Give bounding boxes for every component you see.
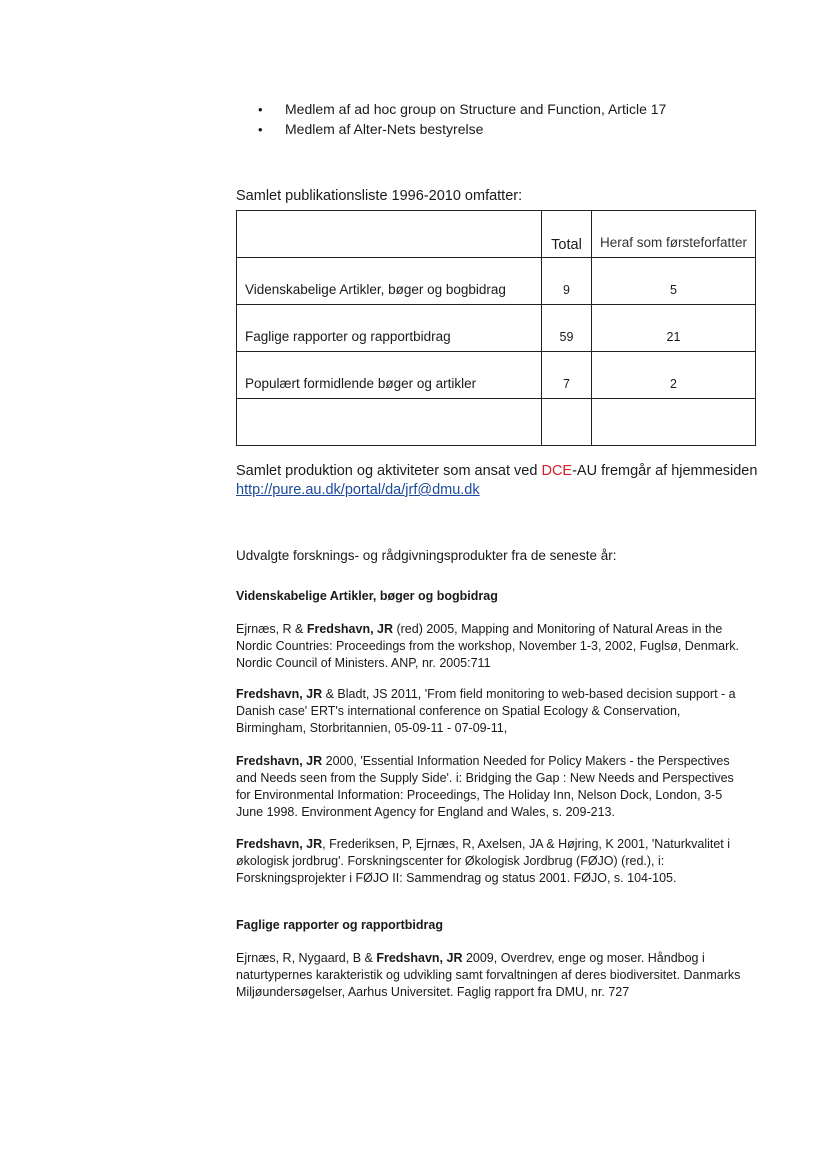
dce-accent-text: DCE [541, 463, 573, 479]
author-name: Fredshavn, JR [306, 622, 393, 636]
table-cell-first-author [592, 399, 756, 446]
table-cell-category [237, 399, 542, 446]
reference-text: 2000, 'Essential Information Needed for Policy Makers - the Perspectives [322, 754, 730, 768]
table-cell-category: Populært formidlende bøger og artikler [237, 352, 542, 399]
portal-link[interactable]: http://pure.au.dk/portal/da/jrf@dmu.dk [236, 482, 480, 498]
reference-line: Miljøundersøgelser, Aarhus Universitet. Faglig rapport fra DMU, nr. 727 [236, 985, 630, 999]
reference-line: Forskningsprojekter i FØJO II: Sammendrag og status 2001. FØJO, s. 104-105. [236, 871, 677, 885]
table-row [237, 352, 756, 399]
author-name: Fredshavn, JR [236, 837, 323, 851]
reference-line: and Needs seen from the Supply Side'. i: Bridging the Gap : New Needs and Perspectives [236, 771, 734, 785]
reference-text: , Frederiksen, P, Ejrnæs, R, Axelsen, JA & Højring, K 2001, 'Naturkvalitet i [322, 837, 731, 851]
author-name: Fredshavn, JR [376, 951, 463, 965]
reference-line: Nordic Council of Ministers. ANP, nr. 2005:711 [236, 656, 491, 670]
table-cell-category: Videnskabelige Artikler, bøger og bogbidrag [237, 258, 542, 305]
reference-line: naturtypernes karakteristik og udvikling samt forvaltningen af deres biodiversitet. Danmarks [236, 968, 741, 982]
reference-line [236, 836, 746, 853]
reference-item [236, 950, 746, 1001]
section-title-reports: Faglige rapporter og rapportbidrag [236, 918, 443, 932]
table-cell-total: 9 [542, 258, 592, 305]
reference-line: Nordic Countries: Proceedings from the workshop, November 1-3, 2002, Fuglsø, Denmark. [236, 639, 739, 653]
author-name: Fredshavn, JR [236, 754, 323, 768]
reference-line [236, 950, 746, 967]
table-header-total: Total [542, 211, 592, 258]
list-item-text: Medlem af Alter-Nets bestyrelse [285, 120, 484, 137]
table-cell-first-author: 2 [592, 352, 756, 399]
reference-line: June 1998. Environment Agency for England and Wales, s. 209-213. [236, 805, 615, 819]
production-text-suffix: -AU fremgår af hjemmesiden [572, 463, 758, 479]
bullet-icon: • [258, 102, 263, 117]
list-item-text: Medlem af ad hoc group on Structure and Function, Article 17 [285, 101, 667, 117]
reference-line: økologisk jordbrug'. Forskningscenter for Økologisk Jordbrug (FØJO) (red.), i: [236, 854, 665, 868]
reference-text: & Bladt, JS 2011, 'From field monitoring to web-based decision support - a [322, 687, 736, 701]
production-text: Samlet produktion og aktiviteter som ansat ved [236, 463, 542, 479]
table-row [237, 305, 756, 352]
publication-summary-heading: Samlet publikationsliste 1996-2010 omfatter: [236, 188, 523, 204]
table-row [237, 258, 756, 305]
reference-line: for Environmental Information: Proceedings, The Holiday Inn, Nelson Dock, London, 3-5 [236, 788, 723, 802]
reference-item [236, 836, 746, 887]
table-cell-first-author: 5 [592, 258, 756, 305]
reference-text: Ejrnæs, R, Nygaard, B & [236, 951, 377, 965]
reference-line [236, 686, 746, 703]
production-note [236, 462, 757, 500]
table-header-row [237, 211, 756, 258]
list-item [258, 120, 666, 140]
publication-table [236, 210, 756, 446]
table-cell-first-author: 21 [592, 305, 756, 352]
bullet-icon: • [258, 121, 263, 137]
table-cell-total: 7 [542, 352, 592, 399]
table-cell-category: Faglige rapporter og rapportbidrag [237, 305, 542, 352]
section-title-scientific: Videnskabelige Artikler, bøger og bogbidrag [236, 589, 498, 603]
reference-item [236, 686, 746, 737]
author-name: Fredshavn, JR [236, 687, 323, 701]
reference-text: (red) 2005, Mapping and Monitoring of Natural Areas in the [393, 622, 723, 636]
reference-line [236, 621, 746, 638]
reference-line: Birmingham, Storbritannien, 05-09-11 - 07-09-11, [236, 721, 508, 735]
membership-list [258, 100, 666, 139]
reference-line: Danish case' ERT's international conference on Spatial Ecology & Conservation, [236, 704, 681, 718]
reference-line [236, 753, 746, 770]
reference-item [236, 753, 746, 821]
table-cell-total: 59 [542, 305, 592, 352]
table-header-cell [237, 211, 542, 258]
reference-text: Ejrnæs, R & [236, 622, 307, 636]
table-cell-total [542, 399, 592, 446]
table-header-first-author: Heraf som førsteforfatter [592, 211, 756, 258]
table-row [237, 399, 756, 446]
reference-text: 2009, Overdrev, enge og moser. Håndbog i [462, 951, 705, 965]
selected-products-heading: Udvalgte forsknings- og rådgivningsprodukter fra de seneste år: [236, 548, 617, 563]
list-item [258, 100, 666, 120]
reference-item [236, 621, 746, 672]
